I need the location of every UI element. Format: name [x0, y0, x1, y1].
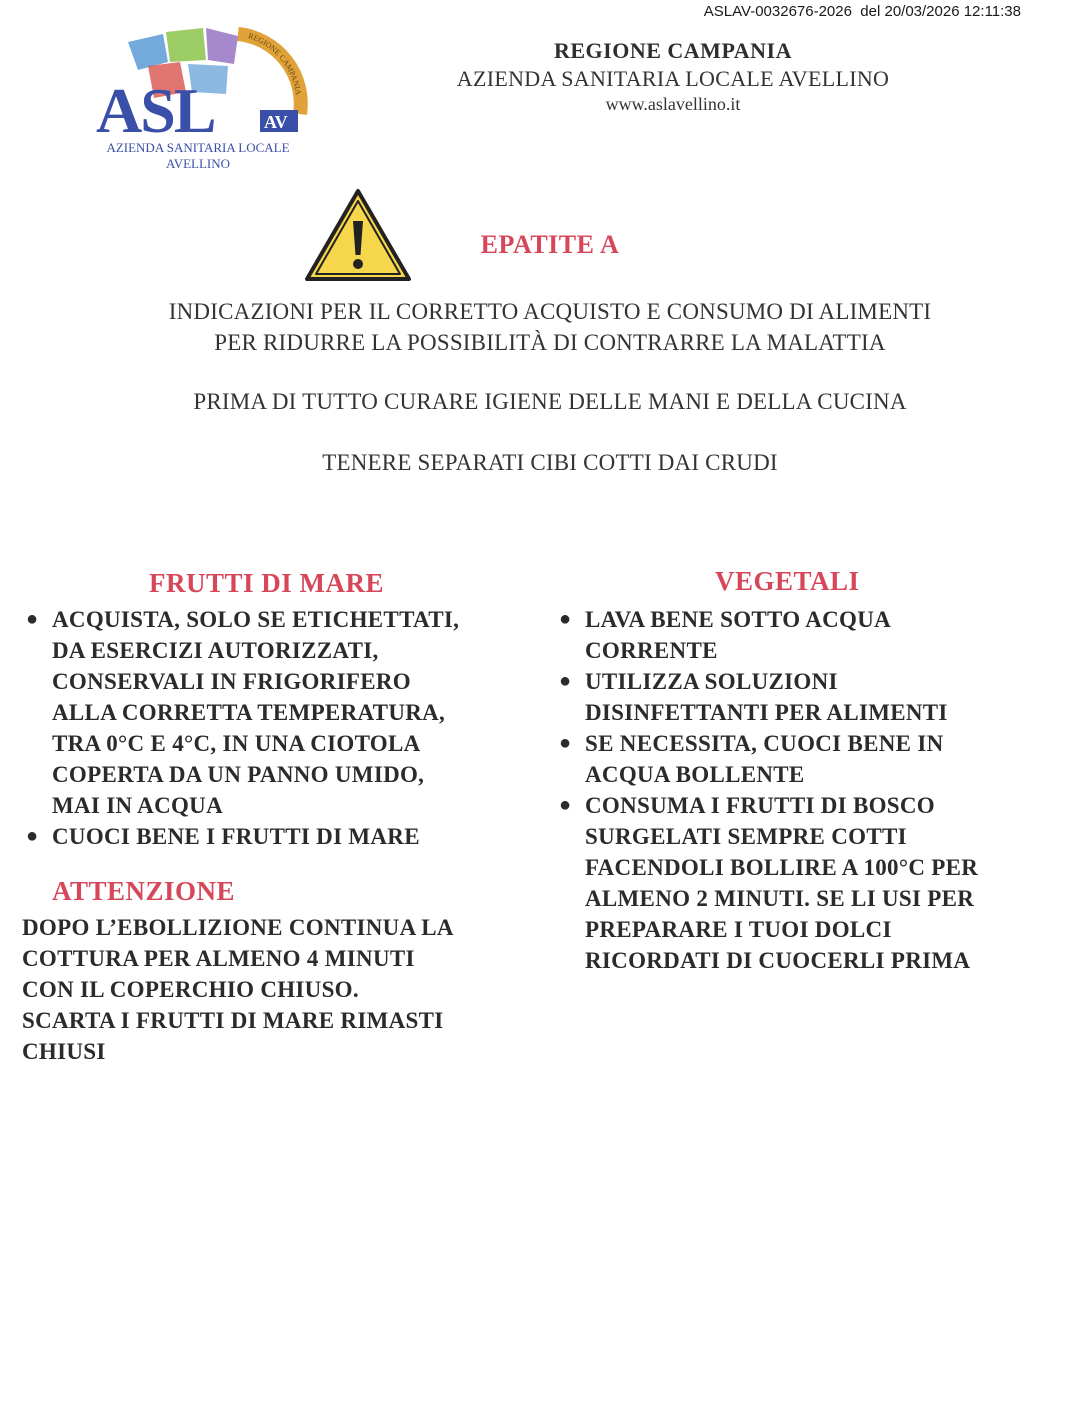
list-item: ● CUOCI BENE I FRUTTI DI MARE — [22, 821, 532, 852]
list-item: ● SE NECESSITA, CUOCI BENE IN ACQUA BOLLENTE — [555, 728, 1055, 790]
protocol-number: ASLAV-0032676-2026 del 20/03/2026 12:11:38 — [703, 3, 1021, 20]
seafood-section — [22, 568, 532, 1067]
intro-line-2: PER RIDURRE LA POSSIBILITÀ DI CONTRARRE LA MALATTIA — [214, 330, 886, 355]
list-item: ● CONSUMA I FRUTTI DI BOSCO SURGELATI SEMPRE COTTI FACENDOLI BOLLIRE A 100°C PER ALMENO 2 MINUTI. SE LI USI PER PREPARARE I TUOI DOLCI RICORDATI DI CUOCERLI PRIMA — [555, 790, 1055, 976]
logo-letters: ASL — [96, 75, 215, 146]
logo-suffix: AV — [264, 112, 288, 132]
logo-arc-text: REGIONE CAMPANIA — [247, 31, 303, 96]
bullet-icon: ● — [559, 608, 572, 630]
header — [410, 38, 936, 115]
header-region: REGIONE CAMPANIA — [554, 38, 792, 63]
logo-caption-line1: AZIENDA SANITARIA LOCALE — [106, 140, 290, 155]
attention-text: DOPO L’EBOLLIZIONE CONTINUA LA COTTURA PER ALMENO 4 MINUTI CON IL COPERCHIO CHIUSO. SCARTA I FRUTTI DI MARE RIMASTI CHIUSI — [22, 915, 454, 1064]
vegetables-title: VEGETALI — [715, 566, 860, 596]
vegetables-list — [555, 604, 1055, 976]
intro-line-1: INDICAZIONI PER IL CORRETTO ACQUISTO E CONSUMO DI ALIMENTI — [168, 299, 932, 324]
intro-text — [60, 296, 1040, 358]
seafood-list — [22, 604, 532, 852]
page-title: EPATITE A — [480, 230, 620, 259]
header-asl: AZIENDA SANITARIA LOCALE AVELLINO — [456, 66, 890, 91]
seafood-title: FRUTTI DI MARE — [149, 568, 385, 598]
puzzle-green-shape — [166, 28, 206, 62]
asl-avellino-logo — [88, 22, 308, 172]
header-url: www.aslavellino.it — [605, 94, 741, 114]
bullet-icon: ● — [559, 794, 572, 816]
separate-rule: TENERE SEPARATI CIBI COTTI DAI CRUDI — [322, 450, 778, 475]
warning-triangle-icon — [303, 187, 413, 283]
vegetables-section — [555, 566, 1055, 976]
hygiene-rule: PRIMA DI TUTTO CURARE IGIENE DELLE MANI E DELLA CUCINA — [193, 389, 907, 414]
list-item: ● LAVA BENE SOTTO ACQUA CORRENTE — [555, 604, 1055, 666]
list-item: ● ACQUISTA, SOLO SE ETICHETTATI, DA ESERCIZI AUTORIZZATI, CONSERVALI IN FRIGORIFERO ALLA CORRETTA TEMPERATURA, TRA 0°C E 4°C, IN UNA CIOTOLA COPERTA DA UN PANNO UMIDO, MAI IN ACQUA — [22, 604, 532, 821]
list-item: ● UTILIZZA SOLUZIONI DISINFETTANTI PER ALIMENTI — [555, 666, 1055, 728]
bullet-icon: ● — [559, 670, 572, 692]
logo-caption-line2: AVELLINO — [165, 156, 231, 171]
puzzle-purple-shape — [206, 28, 238, 64]
bullet-icon: ● — [26, 608, 39, 630]
bullet-icon: ● — [26, 825, 39, 847]
attention-title: ATTENZIONE — [52, 876, 236, 906]
bullet-icon: ● — [559, 732, 572, 754]
